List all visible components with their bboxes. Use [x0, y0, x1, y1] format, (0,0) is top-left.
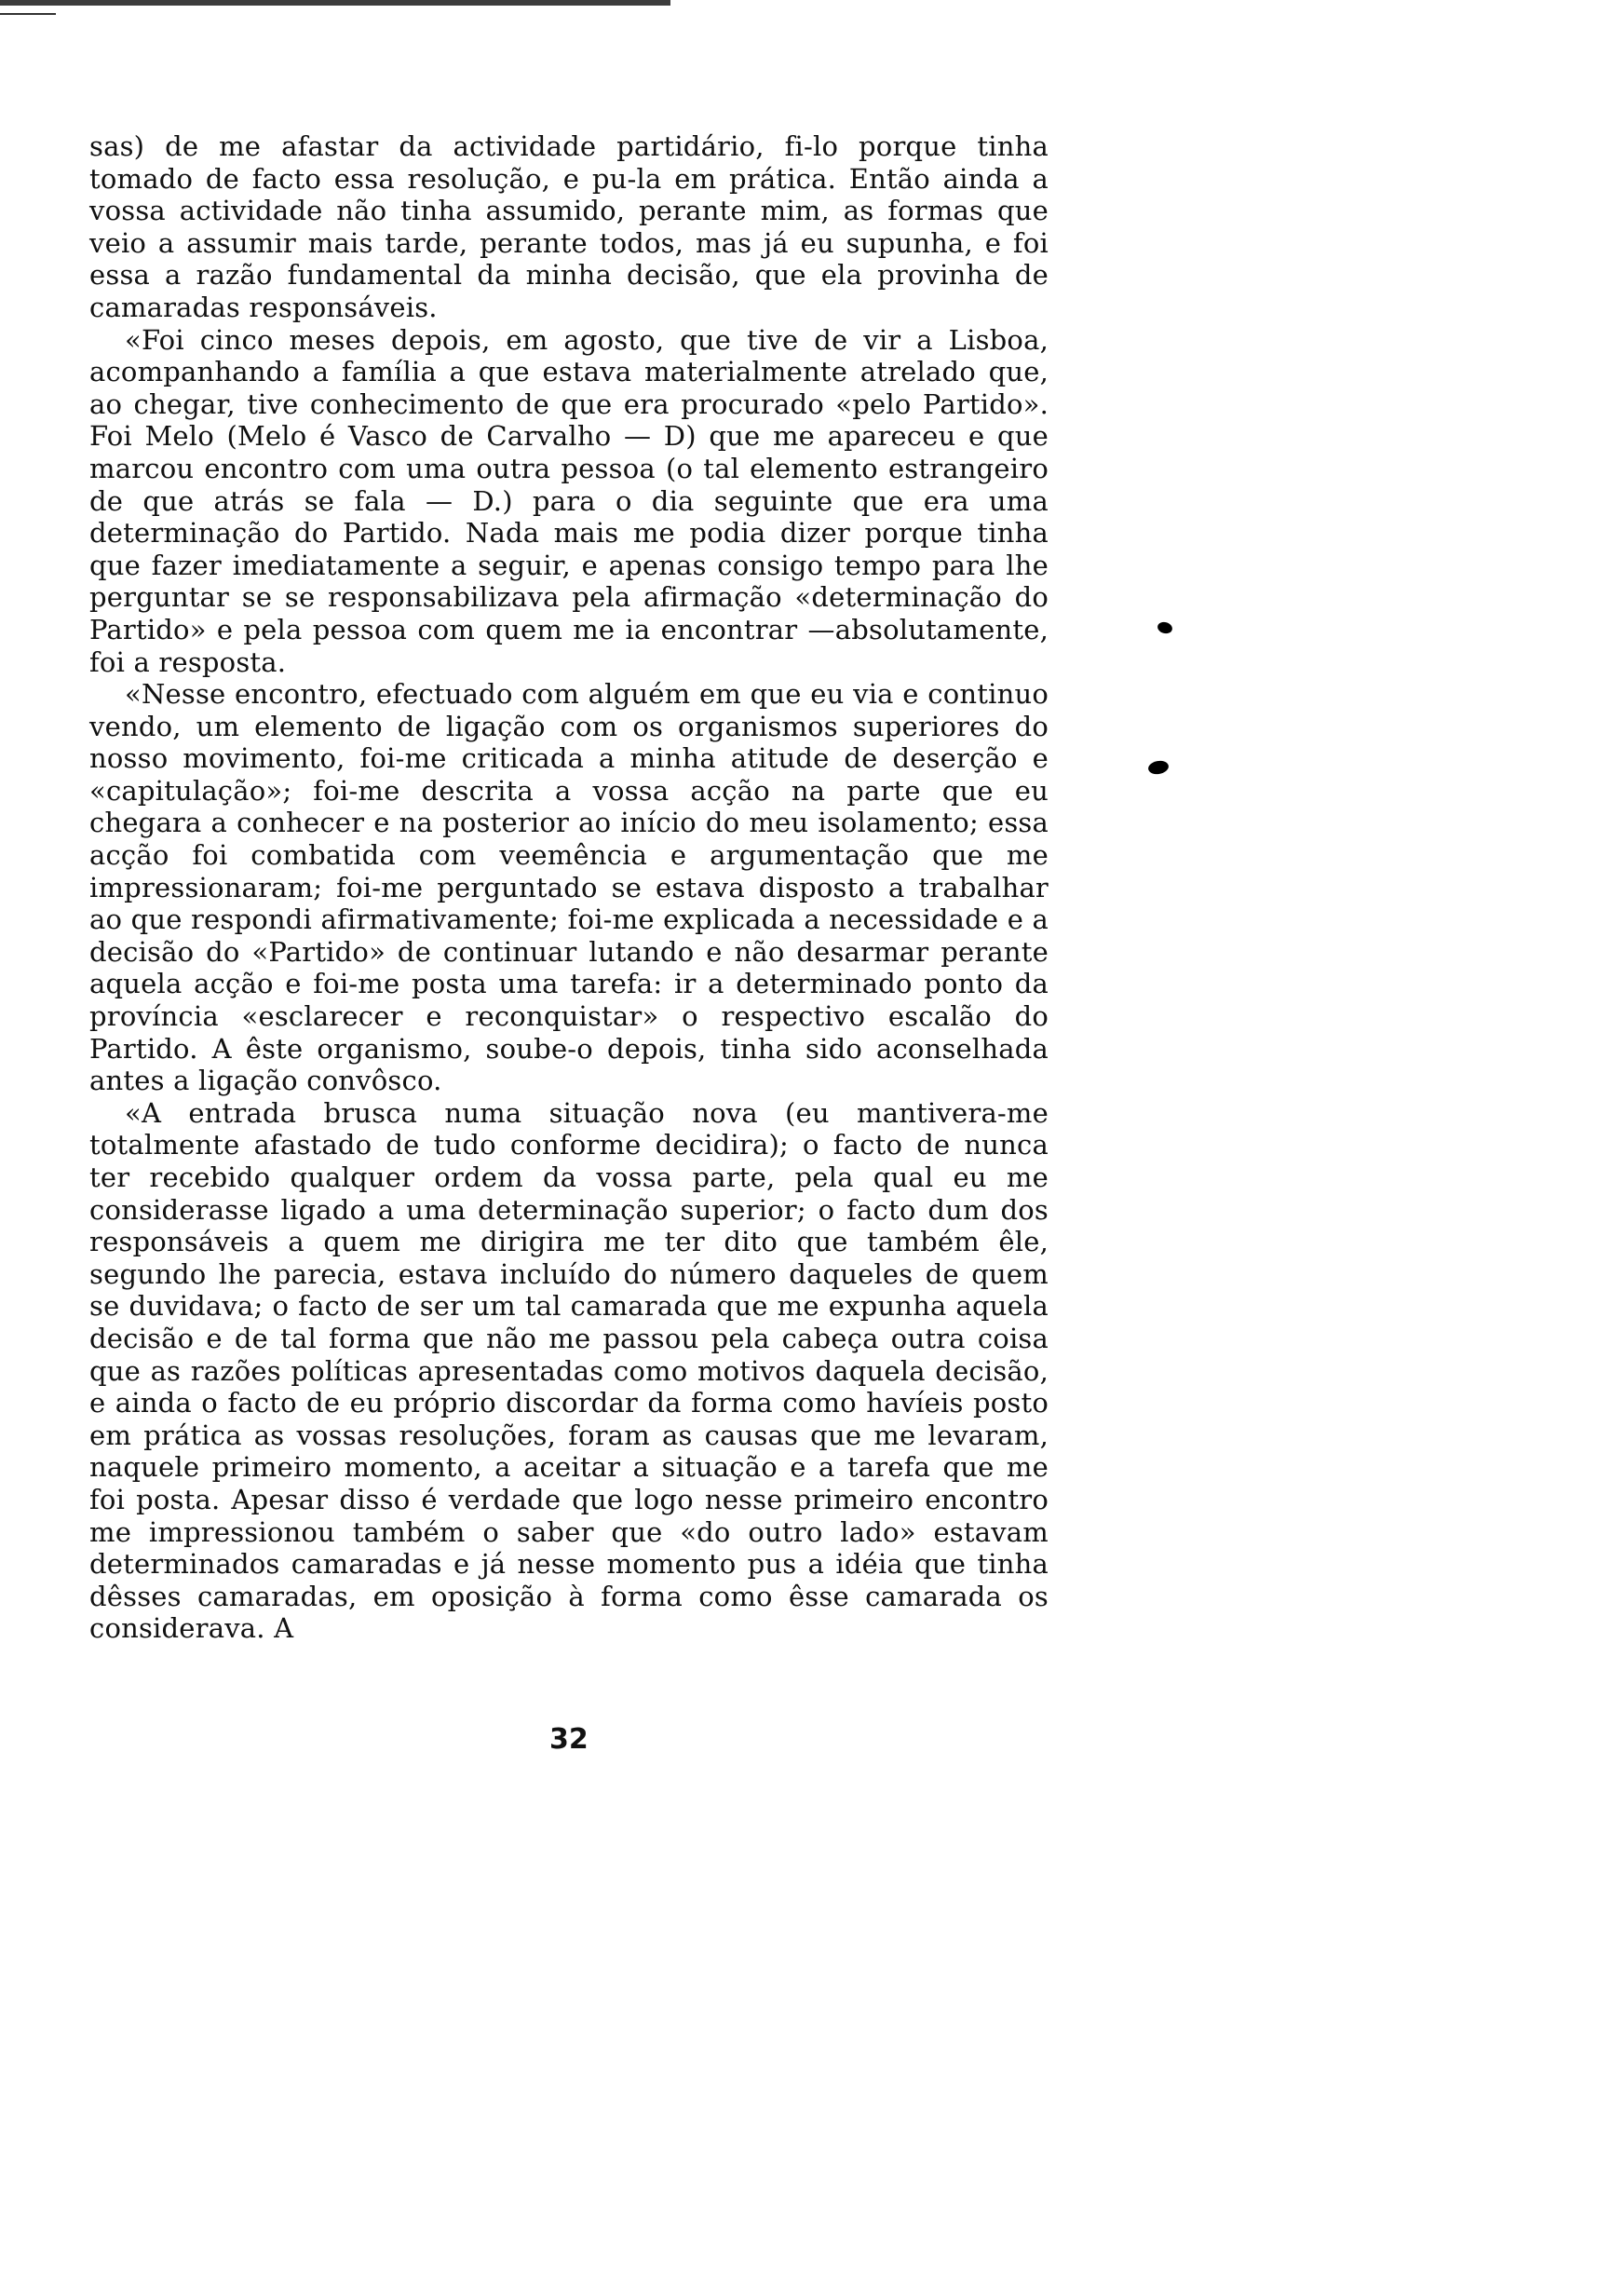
- body-text: [89, 130, 1049, 1645]
- paragraph-3: «Nesse encontro, efectuado com alguém em que eu via e continuo vendo, um elemento de ligação com os organismos superiores do nosso movimento, foi-me criticada a minha atitude de deserção e «capitulação»; foi-me descrita a vossa acção na parte que eu chegara a conhecer e na posterior ao início do meu isolamento; essa acção foi combatida com veemência e argumentação que me impressionaram; foi-me perguntado se estava disposto a trabalhar ao que respondi afirmativamente; foi-me explicada a necessidade e a decisão do «Partido» de continuar lutando e não desarmar perante aquela acção e foi-me posta uma tarefa: ir a determinado ponto da província «esclarecer e reconquistar» o respectivo escalão do Partido. A êste organismo, soube-o depois, tinha sido aconselhada antes a ligação convôsco.: [89, 678, 1049, 1097]
- ink-blot-mark: [1147, 759, 1170, 776]
- paragraph-2: «Foi cinco meses depois, em agosto, que tive de vir a Lisboa, acompanhando a família a que estava materialmente atrelado que, ao chegar, tive conhecimento de que era procurado «pelo Partido». Foi Melo (Melo é Vasco de Carvalho — D) que me apareceu e que marcou encontro com uma outra pessoa (o tal elemento estrangeiro de que atrás se fala — D.) para o dia seguinte que era uma determinação do Partido. Nada mais me podia dizer porque tinha que fazer imediatamente a seguir, e apenas consigo tempo para lhe perguntar se se responsabilizava pela afirmação «determinação do Partido» e pela pessoa com quem me ia encontrar —absolutamente, foi a resposta.: [89, 323, 1049, 678]
- ink-blot-mark: [1157, 620, 1174, 635]
- top-edge-rule: [0, 0, 670, 6]
- page-number: 32: [549, 1723, 589, 1756]
- top-edge-rule-thin: [0, 13, 56, 15]
- paragraph-1: sas) de me afastar da actividade partidário, fi-lo porque tinha tomado de facto essa resolução, e pu-la em prática. Então ainda a vossa actividade não tinha assumido, perante mim, as formas que veio a assumir mais tarde, perante todos, mas já eu supunha, e foi essa a razão fundamental da minha decisão, que ela provinha de camaradas responsáveis.: [89, 130, 1049, 323]
- paragraph-4: «A entrada brusca numa situação nova (eu mantivera-me totalmente afastado de tudo conforme decidira); o facto de nunca ter recebido qualquer ordem da vossa parte, pela qual eu me considerasse ligado a uma determinação superior; o facto dum dos responsáveis a quem me dirigira me ter dito que também êle, segundo lhe parecia, estava incluído do número daqueles de quem se duvidava; o facto de ser um tal camarada que me expunha aquela decisão e de tal forma que não me passou pela cabeça outra coisa que as razões políticas apresentadas como motivos daquela decisão, e ainda o facto de eu próprio discordar da forma como havíeis posto em prática as vossas resoluções, foram as causas que me levaram, naquele primeiro momento, a aceitar a situação e a tarefa que me foi posta. Apesar disso é verdade que logo nesse primeiro encontro me impressionou também o saber que «do outro lado» estavam determinados camaradas e já nesse momento pus a idéia que tinha dêsses camaradas, em oposição à forma como êsse camarada os considerava. A: [89, 1096, 1049, 1645]
